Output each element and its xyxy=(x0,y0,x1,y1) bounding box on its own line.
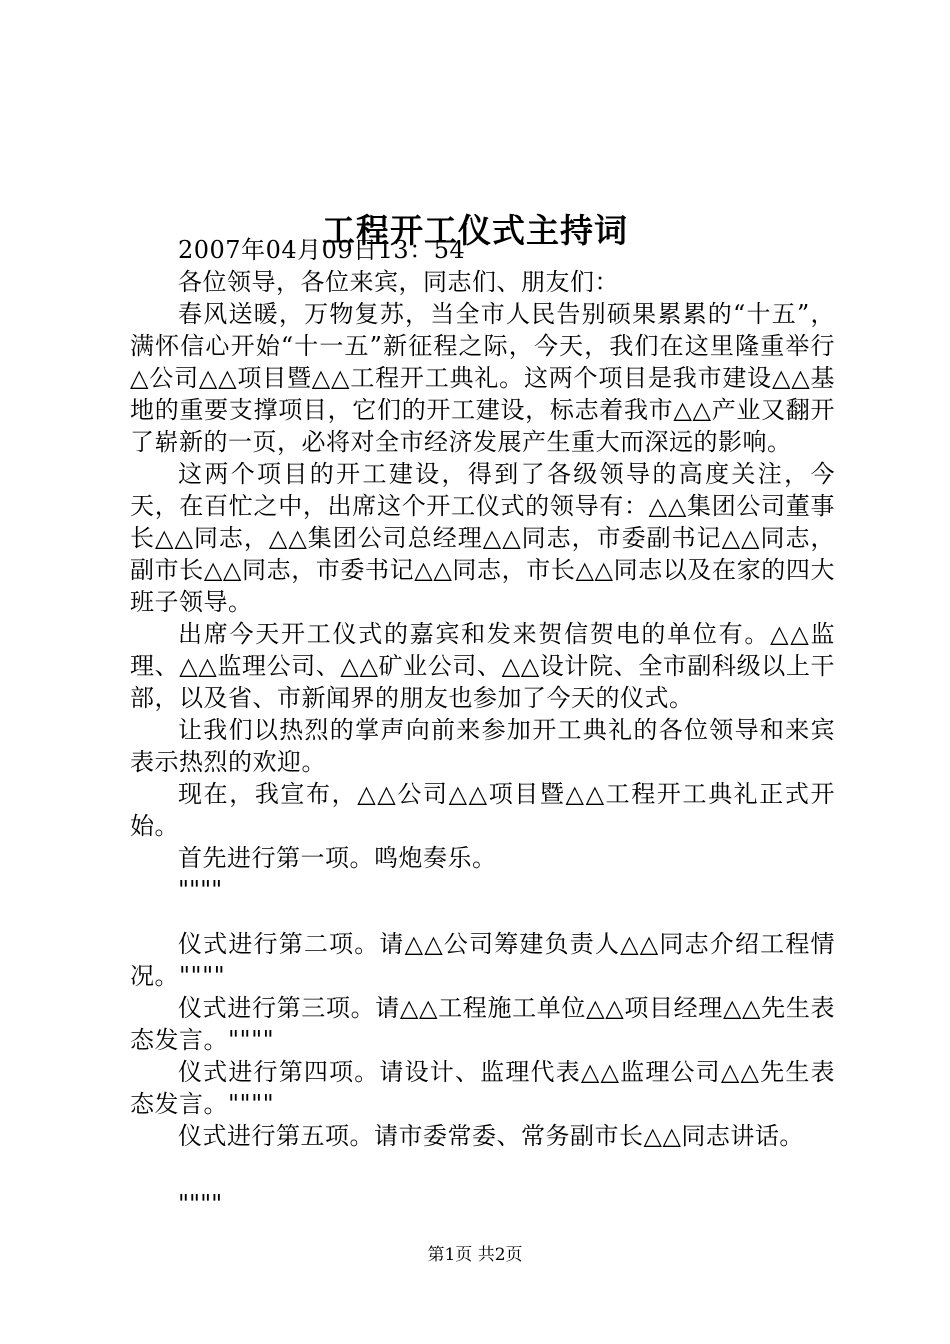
quote-marks: """" xyxy=(178,1190,223,1218)
document-body xyxy=(130,234,835,1220)
item-four: 仪式进行第四项。请设计、监理代表△△监理公司△△先生表态发言。"""" xyxy=(130,1058,835,1118)
item-five: 仪式进行第五项。请市委常委、常务副市长△△同志讲话。 xyxy=(178,1122,804,1150)
page-footer: 第1页 共2页 xyxy=(427,1245,523,1265)
paragraph-guests: 出席今天开工仪式的嘉宾和发来贺信贺电的单位有。△△监理、△△监理公司、△△矿业公司、△△设计院、全市副科级以上干部，以及省、市新闻界的朋友也参加了今天的仪式。 xyxy=(130,620,835,712)
item-one: 首先进行第一项。鸣炮奏乐。 xyxy=(178,844,497,872)
item-three: 仪式进行第三项。请△△工程施工单位△△项目经理△△先生表态发言。"""" xyxy=(130,994,835,1054)
salutation: 各位领导，各位来宾，同志们、朋友们： xyxy=(178,268,619,296)
document-title: 工程开工仪式主持词 xyxy=(322,211,628,251)
paragraph-announcement: 现在，我宣布，△△公司△△项目暨△△工程开工典礼正式开始。 xyxy=(130,780,835,840)
timestamp-line: 2007年04月09日13：54 xyxy=(178,236,466,264)
paragraph-welcome: 让我们以热烈的掌声向前来参加开工典礼的各位领导和来宾表示热烈的欢迎。 xyxy=(130,716,835,776)
quote-marks: """" xyxy=(178,876,223,904)
item-two: 仪式进行第二项。请△△公司筹建负责人△△同志介绍工程情况。"""" xyxy=(130,930,835,990)
paragraph-opening: 春风送暖，万物复苏，当全市人民告别硕果累累的“十五”，满怀信心开始“十一五”新征程之际，今天，我们在这里隆重举行△公司△△项目暨△△工程开工典礼。这两个项目是我市建设△△基地的重要支撑项目，它们的开工建设，标志着我市△△产业又翻开了崭新的一页，必将对全市经济发展产生重大而深远的影响。 xyxy=(130,300,835,456)
paragraph-leaders: 这两个项目的开工建设，得到了各级领导的高度关注，今天，在百忙之中，出席这个开工仪式的领导有：△△集团公司董事长△△同志，△△集团公司总经理△△同志，市委副书记△△同志，副市长△△同志，市委书记△△同志，市长△△同志以及在家的四大班子领导。 xyxy=(130,460,835,616)
